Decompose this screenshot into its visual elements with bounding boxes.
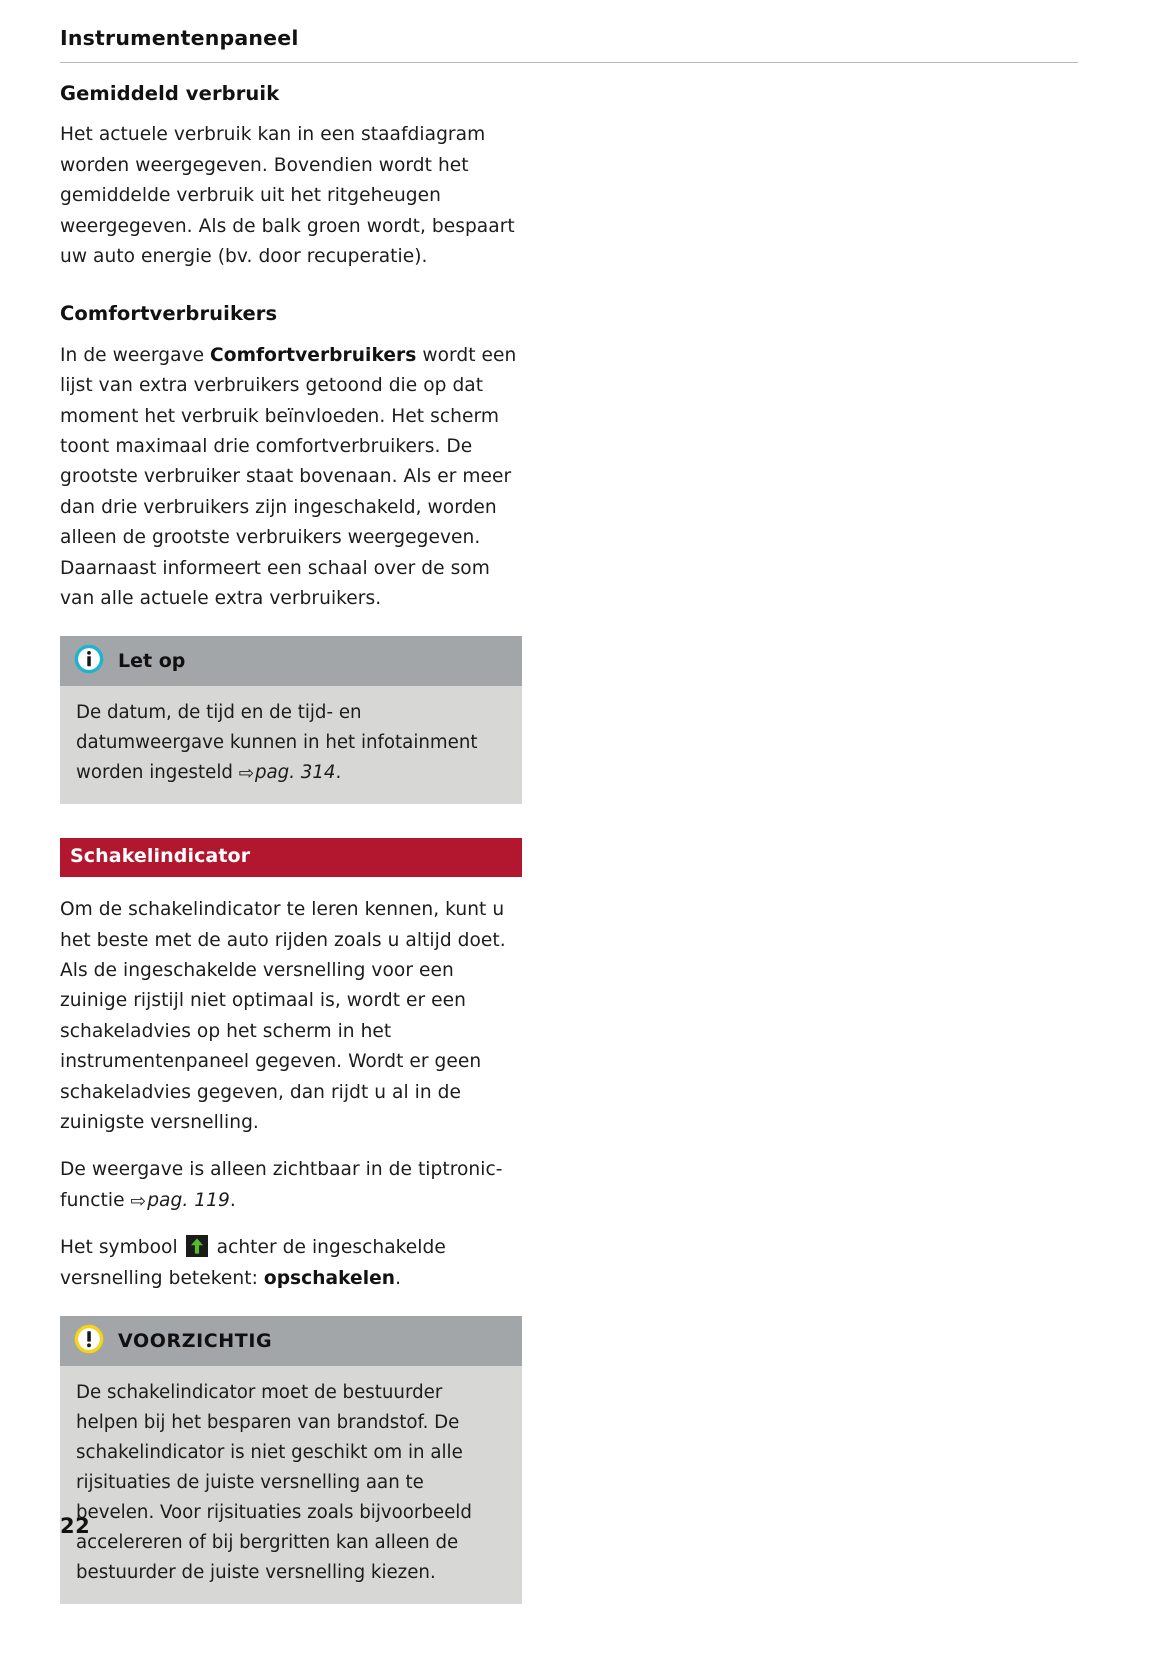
- paragraph-schakelindicator-2-post: .: [229, 1189, 236, 1211]
- note-box-title: Let op: [118, 650, 186, 673]
- inline-bold-opschakelen: opschakelen: [263, 1267, 396, 1289]
- heading-gemiddeld-verbruik: Gemiddeld verbruik: [60, 82, 280, 105]
- page-title: Instrumentenpaneel: [60, 26, 299, 50]
- caution-box: [60, 1316, 522, 1604]
- caution-box-title: VOORZICHTIG: [118, 1329, 273, 1352]
- note-box-text-post: .: [335, 762, 342, 784]
- paragraph-comfortverbruikers-pre: In de weergave: [60, 344, 211, 366]
- note-box-body: [60, 686, 522, 804]
- note-box-header: [60, 636, 522, 686]
- note-box-text-pre: De datum, de tijd en de tijd- en datumweergave kunnen in het infotainment worden ingesteld: [76, 702, 478, 784]
- paragraph-schakelindicator-3: [60, 1233, 522, 1294]
- paragraph-comfortverbruikers: [60, 341, 522, 615]
- page-reference-arrow-icon: ⇨: [238, 763, 254, 785]
- note-box-page-reference: pag. 314: [254, 762, 336, 784]
- heading-comfortverbruikers: Comfortverbruikers: [60, 302, 278, 326]
- main-text-column: [60, 82, 522, 1604]
- page-number: 22: [60, 1514, 91, 1538]
- paragraph-schakelindicator-2-reference: pag. 119: [147, 1189, 230, 1211]
- paragraph-schakelindicator-3-pre: Het symbool: [60, 1237, 184, 1259]
- paragraph-comfortverbruikers-post: wordt een lijst van extra verbruikers getoond die op dat moment het verbruik beïnvloeden. Het scherm toont maximaal drie comfortverbruikers. De grootste verbruiker staat bovenaan. Als er meer dan drie verbruikers zijn ingeschakeld, worden alleen de grootste verbruikers weergegeven. Daarnaast informeert een schaal over de som van alle actuele extra verbruikers.: [60, 344, 517, 610]
- note-box-text: [76, 698, 504, 788]
- caution-box-text: De schakelindicator moet de bestuurder helpen bij het besparen van brandstof. De schakelindicator is niet geschikt om in alle rijsituaties de juiste versnelling aan te bevelen. Voor rijsituaties zoals bijvoorbeeld accelereren of bij bergritten kan alleen de bestuurder de juiste versnelling kiezen.: [76, 1382, 472, 1584]
- caution-box-body: [60, 1366, 522, 1604]
- warning-icon: [74, 1324, 104, 1358]
- arrow-up-icon: [186, 1235, 208, 1257]
- paragraph-gemiddeld-verbruik: Het actuele verbruik kan in een staafdiagram worden weergegeven. Bovendien wordt het gemiddelde verbruik uit het ritgeheugen weergegeven. Als de balk groen wordt, bespaart uw auto energie (bv. door recuperatie).: [60, 124, 515, 267]
- header-rule: [60, 62, 1078, 63]
- running-header: [60, 26, 1078, 63]
- section-heading-label: Schakelindicator: [70, 845, 251, 868]
- paragraph-schakelindicator-1: Om de schakelindicator te leren kennen, kunt u het beste met de auto rijden zoals u altijd doet. Als de ingeschakelde versnelling voor een zuinige rijstijl niet optimaal is, wordt er een schakeladvies op het scherm in het instrumentenpaneel gegeven. Wordt er geen schakeladvies gegeven, dan rijdt u al in de zuinigste versnelling.: [60, 899, 506, 1134]
- caution-box-header: [60, 1316, 522, 1366]
- note-box: [60, 636, 522, 804]
- inline-bold-comfortverbruikers: Comfortverbruikers: [210, 344, 417, 366]
- paragraph-schakelindicator-2-pre: De weergave is alleen zichtbaar in de tiptronic-functie: [60, 1159, 503, 1211]
- section-heading-schakelindicator: [60, 838, 522, 877]
- page-reference-arrow-icon: ⇨: [130, 1190, 147, 1212]
- paragraph-schakelindicator-3-mid: achter de ingeschakelde versnelling betekent:: [60, 1237, 446, 1289]
- paragraph-schakelindicator-2: [60, 1155, 522, 1216]
- info-icon: [74, 644, 104, 678]
- paragraph-schakelindicator-3-post: .: [395, 1267, 402, 1289]
